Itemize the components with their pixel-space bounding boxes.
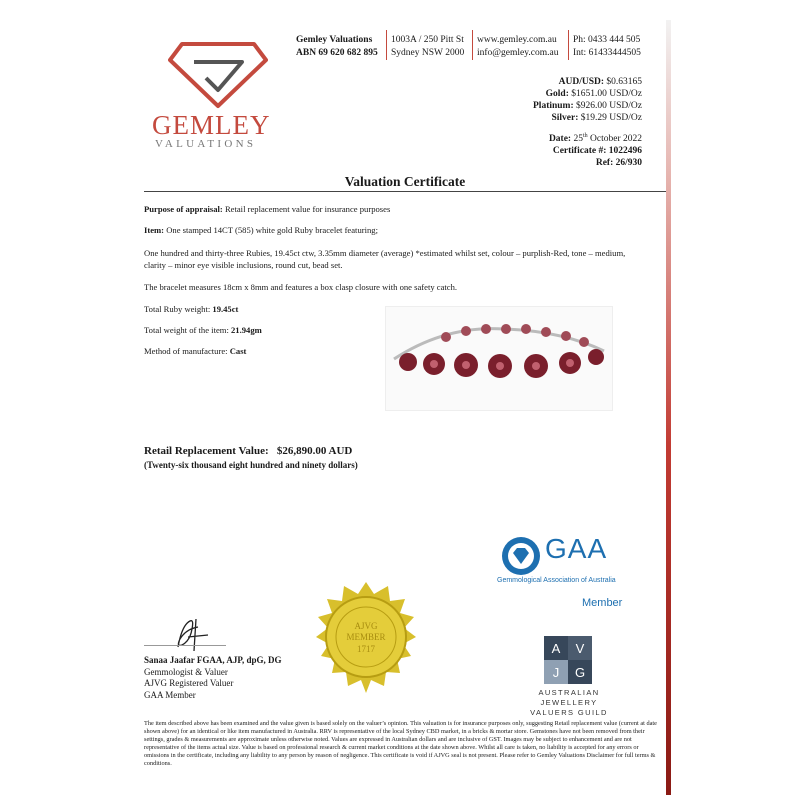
item-text: One stamped 14CT (585) white gold Ruby bracelet featuring;: [166, 225, 378, 235]
retail-value-amount: $26,890.00 AUD: [276, 445, 353, 457]
aud-usd-label: AUD/USD:: [558, 77, 604, 87]
signature-mark: [168, 615, 216, 657]
logo-wordmark: GEMLEY: [152, 110, 271, 140]
manufacture-label: Method of manufacture:: [144, 346, 228, 356]
ajvg-logo-icon: [540, 636, 596, 684]
ajvg-label-line-2: VALUERS GUILD: [530, 708, 608, 717]
gold-value: $1651.00 USD/Oz: [571, 89, 642, 99]
intl-phone-number: Int: 61433444505: [573, 48, 641, 58]
bracelet-photo: [385, 306, 613, 411]
item-weight-label: Total weight of the item:: [144, 325, 229, 335]
ref-label: Ref:: [595, 158, 614, 169]
header-divider: [386, 30, 387, 60]
gaa-emblem-icon: [500, 535, 542, 577]
signatory-role-2: AJVG Registered Valuer: [144, 678, 234, 688]
ajvg-letter-a: A: [551, 641, 561, 656]
header-phone: [573, 34, 641, 60]
seal-line-3: 1717: [357, 644, 375, 654]
header-divider: [472, 30, 473, 60]
header-address: [391, 34, 464, 60]
date-suffix: th: [582, 133, 588, 139]
ajvg-letter-v: V: [575, 641, 585, 656]
address-line-2: Sydney NSW 2000: [391, 48, 465, 58]
silver-value: $19.29 USD/Oz: [580, 113, 642, 123]
manufacture-value: Cast: [229, 346, 247, 356]
address-line-1: 1003A / 250 Pitt St: [391, 35, 464, 45]
gaa-full-name: Gemmological Association of Australia: [497, 577, 616, 584]
website-link[interactable]: www.gemley.com.au: [477, 35, 557, 45]
platinum-value: $926.00 USD/Oz: [576, 101, 642, 111]
ref-number: 26/930: [615, 158, 642, 169]
platinum-label: Platinum:: [533, 101, 574, 111]
seal-line-1: AJVG: [354, 621, 378, 631]
diamond-logo-icon: [168, 40, 268, 110]
phone-number: Ph: 0433 444 505: [573, 35, 641, 45]
retail-value-words: (Twenty-six thousand eight hundred and ninety dollars): [144, 460, 358, 470]
seal-line-2: MEMBER: [346, 632, 386, 642]
item-label: Item:: [144, 225, 165, 235]
ajvg-gold-seal: [298, 580, 434, 716]
signature-line: [144, 645, 226, 646]
signatory-block: [144, 655, 282, 701]
gold-label: Gold:: [545, 89, 569, 99]
item-weight-value: 21.94gm: [231, 325, 262, 335]
gaa-member-text: Member: [582, 597, 623, 609]
date-label: Date:: [548, 134, 572, 145]
ajvg-letter-g: G: [574, 665, 586, 680]
retail-value-label: Retail Replacement Value:: [144, 445, 269, 457]
company-name: Gemley Valuations: [296, 35, 373, 45]
title-divider: [144, 191, 666, 192]
item-line: [144, 225, 644, 237]
signatory-name: Sanaa Jaafar FGAA, AJP, dpG, DG: [144, 655, 282, 665]
decorative-side-bar: [666, 20, 671, 795]
ajvg-label-line-1: AUSTRALIAN JEWELLERY: [538, 688, 600, 707]
purpose-text: Retail replacement value for insurance purposes: [224, 204, 391, 214]
item-description: One hundred and thirty-three Rubies, 19.45ct ctw, 3.35mm diameter (average) *estimated whilst set, colour – purplish-Red, tone – medium, clarity – minor eye visible inclusions, round cut, bead set.: [144, 248, 626, 270]
item-measurements: The bracelet measures 18cm x 8mm and features a box clasp closure with one safety catch.: [144, 282, 458, 292]
header-divider: [568, 30, 569, 60]
aud-usd-value: $0.63165: [606, 77, 642, 87]
header-company: [296, 34, 378, 60]
silver-label: Silver:: [551, 113, 579, 123]
email-link[interactable]: info@gemley.com.au: [477, 48, 559, 58]
purpose-label: Purpose of appraisal:: [144, 204, 223, 214]
gaa-logo-text: GAA: [545, 533, 608, 564]
ajvg-letter-j: J: [552, 665, 560, 680]
purpose-line: [144, 204, 644, 216]
signatory-role-1: Gemmologist & Valuer: [144, 666, 228, 677]
page-title: Valuation Certificate: [344, 174, 466, 189]
gemley-logo: [150, 40, 290, 110]
certificate-number: 1022496: [608, 146, 642, 157]
signatory-role-3: GAA Member: [144, 689, 196, 700]
logo-subtitle: VALUATIONS: [155, 138, 257, 150]
retail-value-line: [144, 445, 352, 457]
ruby-weight-value: 19.45ct: [212, 304, 239, 314]
bracelet-image: [386, 307, 612, 410]
ajvg-label: [509, 688, 629, 718]
header-web: [477, 34, 558, 60]
metal-rates: [533, 76, 642, 124]
certificate-meta: [549, 130, 642, 169]
disclaimer-text: The item described above has been examined and the value given is based solely on the valuer’s opinion. This valuation is for insurance purposes only, suggesting Retail replacement value (current at date shown above) for an identical or like item manufactured in Australia. RRV is representative of the local Sydney CBD market, in a bricks & mortar store. Gemstones have not been removed from their settings, grades & measurements are approximate unless otherwise noted. Values are expressed in Australian dollars and are inclusive of GST. Images may be subject to enhancement and are not representative of the items actual size. Value is based on professional research & current market conditions at the date shown above. Whilst all care is taken, no liability is accepted for any errors or omissions in the certificate, including any liability to any person by reason of negligence. This certificate is void if AJVG seal is not present. Please refer to Gemley Valuations Disclaimer for full terms & conditions.: [144, 720, 657, 768]
company-abn: ABN 69 620 682 895: [296, 48, 378, 58]
certificate-label: Certificate #:: [552, 146, 607, 157]
date-month-year: October 2022: [590, 134, 642, 145]
date-day: 25: [573, 134, 583, 145]
ruby-weight-label: Total Ruby weight:: [144, 304, 211, 314]
